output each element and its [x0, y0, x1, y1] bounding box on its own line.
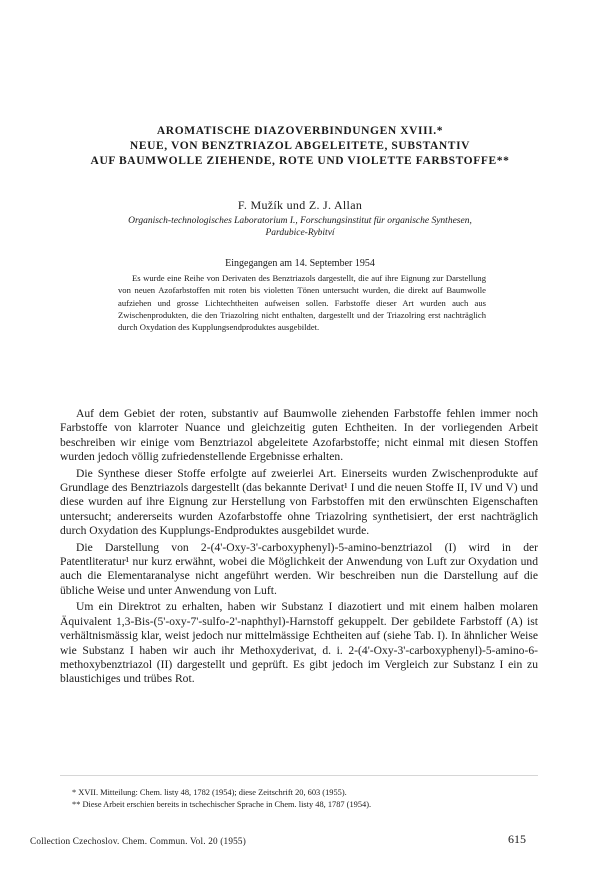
- journal-citation: Collection Czechoslov. Chem. Commun. Vol. 20 (1955): [30, 836, 246, 846]
- abstract: [118, 272, 486, 333]
- title-line-3: AUF BAUMWOLLE ZIEHENDE, ROTE UND VIOLETTE FARBSTOFFE**: [90, 155, 510, 167]
- paper-title: [40, 124, 560, 169]
- paragraph-2: Die Synthese dieser Stoffe erfolgte auf zweierlei Art. Einerseits wurden Zwischenprodukte auf Grundlage des Benztriazols dargestellt (das bekannte Derivat¹ I und die neuen Stoffe II, IV und V) und diese wurden auf ihre Eignung zur Herstellung von Farbstoffen mit den erwünschten Eigenschaften untersucht; andererseits wurden Azofarbstoffe ohne Triazolring synthetisiert, der erst nachträglich durch Oxydation des Kupplungs-Endproduktes ausgebildet wurde.: [60, 466, 538, 538]
- affiliation-line-1: Organisch-technologisches Laboratorium I., Forschungsinstitut für organische Synthesen,: [128, 216, 472, 226]
- paragraph-3: Die Darstellung von 2-(4'-Oxy-3'-carboxyphenyl)-5-amino-benztriazol (I) wird in der Patentliteratur¹ nur kurz erwähnt, wobei die Möglichkeit der Anwendung von Luft zur Oxydation und auch die Elementaranalyse nicht angeführt werden. Wir beschreiben nun die Darstellung auf die übliche Weise und unter Anwendung von Luft.: [60, 540, 538, 597]
- abstract-text: Es wurde eine Reihe von Derivaten des Benztriazols dargestellt, die auf ihre Eignung zur Darstellung von neuen Azofarbstoffen mit roten bis violetten Tönen untersucht wurden, die direkt auf Baumwolle aufziehen und grosse Lichtechtheiten aufweisen sollen. Farbstoffe dieser Art wurden auch aus Zwischenprodukten, die den Triazolring nicht enthalten, dargestellt und der Triazolring erst nachträglich durch Oxydation des Kupplungsendproduktes ausgebildet.: [118, 273, 486, 333]
- footnotes: [60, 787, 538, 810]
- affiliation-line-2: Pardubice-Rybitví: [265, 228, 335, 238]
- paragraph-4: Um ein Direktrot zu erhalten, haben wir Substanz I diazotiert und mit einem halben molaren Äquivalent 1,3-Bis-(5'-oxy-7'-sulfo-2'-naphthyl)-Harnstoff gekuppelt. Der gebildete Farbstoff (A) ist verhältnismässig klar, weist jedoch nur mittelmässige Echtheiten auf (siehe Tab. I). In ähnlicher Weise wie Substanz I haben wir auch ihr Methoxyderivat, d. i. 2-(4'-Oxy-3'-carboxyphenyl)-5-amino-6-methoxybenztriazol (II) dargestellt und geprüft. Es gibt jedoch im Vergleich zur Substanz I ein zu blaustichiges und trübes Rot.: [60, 600, 538, 686]
- title-line-1: AROMATISCHE DIAZOVERBINDUNGEN XVIII.*: [156, 125, 444, 137]
- page-number: 615: [508, 832, 526, 846]
- footnote-1: * XVII. Mitteilung: Chem. listy 48, 1782 (1954); diese Zeitschrift 20, 603 (1955).: [72, 788, 347, 797]
- title-line-2: NEUE, VON BENZTRIAZOL ABGELEITETE, SUBSTANTIV: [129, 140, 471, 152]
- footnote-2: ** Diese Arbeit erschien bereits in tschechischer Sprache in Chem. listy 48, 1787 (1954).: [72, 799, 372, 809]
- paragraph-1: Auf dem Gebiet der roten, substantiv auf Baumwolle ziehenden Farbstoffe fehlen immer noch Farbstoffe von klarroter Nuance und gleichzeitig guten Echtheiten. In der vorliegenden Arbeit beschreiben wir einige vom Benztriazol abgeleitete Azofarbstoffe; nicht einmal mit diesen Stoffen wurden jedoch völlig zufriedenstellende Ergebnisse erhalten.: [60, 407, 538, 464]
- affiliation: [60, 215, 540, 239]
- footnote-divider: [60, 775, 538, 776]
- authors: F. Mužík und Z. J. Allan: [237, 198, 363, 212]
- body-text: [60, 407, 538, 689]
- received-date: Eingegangen am 14. September 1954: [225, 258, 375, 269]
